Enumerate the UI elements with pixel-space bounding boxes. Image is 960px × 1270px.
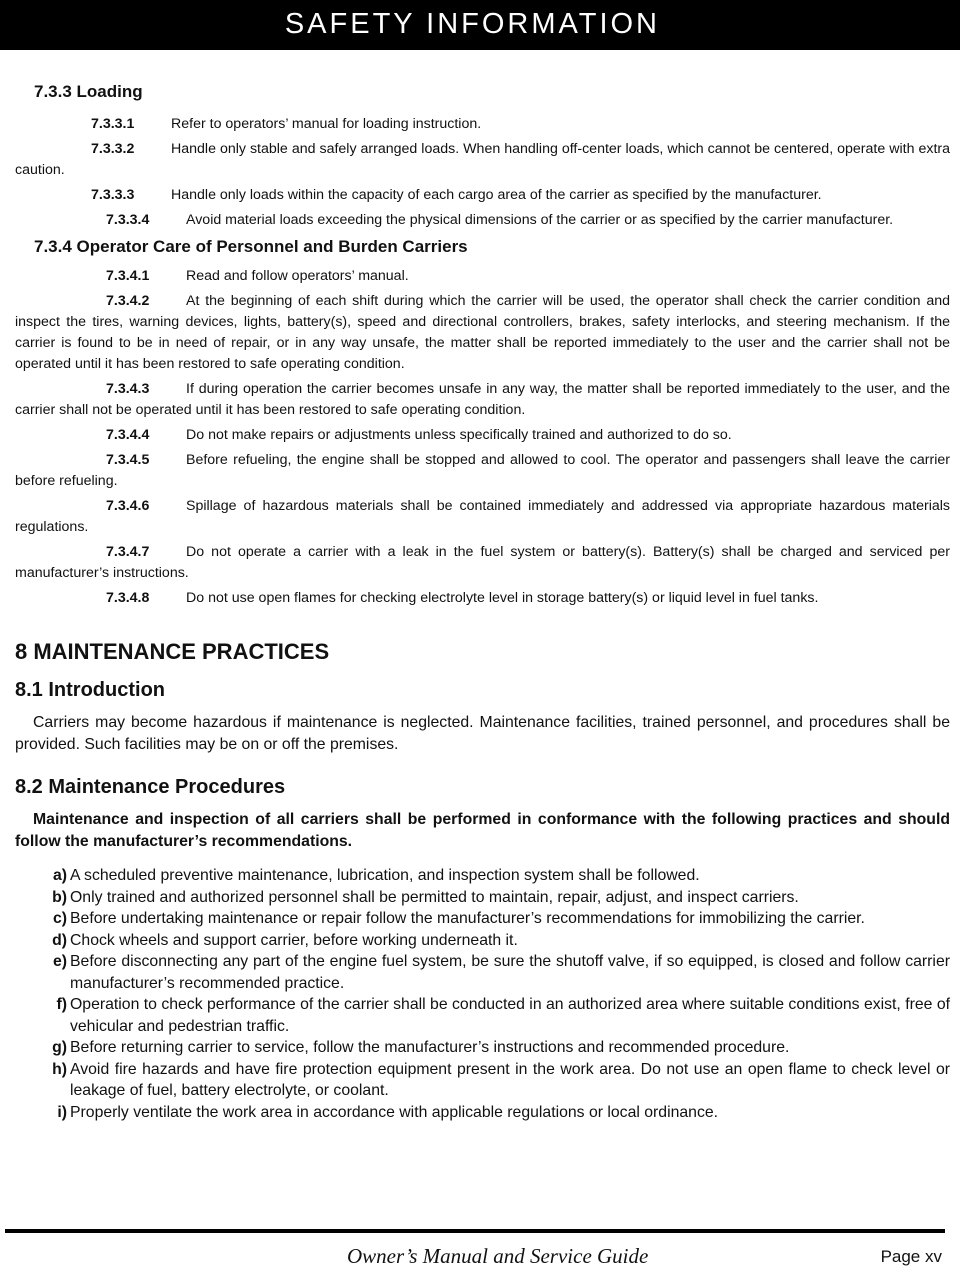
list-item (15, 908, 950, 930)
list-item-letter: b) (52, 888, 67, 906)
clause-number: 7.3.4.3 (106, 381, 150, 397)
clause-7-3-4-8 (15, 588, 950, 609)
list-item-text: Operation to check performance of the carrier shall be conducted in an authorized area where suitable conditions exist, free of vehicular and pedestrian traffic. (70, 996, 950, 1035)
procedures-list (15, 865, 950, 1123)
clause-text: Spillage of hazardous materials shall be contained immediately and addressed via appropriate hazardous materials regulations. (15, 498, 950, 535)
list-item (15, 1037, 950, 1059)
clause-number: 7.3.3.3 (91, 187, 135, 203)
clause-7-3-4-1 (15, 266, 950, 287)
list-item-letter: a) (52, 867, 67, 884)
list-item-text: Before undertaking maintenance or repair follow the manufacturer’s recommendations for immobilizing the carrier. (70, 910, 865, 927)
clause-7-3-4-7 (15, 542, 950, 584)
footer-page-number: Page xv (880, 1247, 942, 1266)
list-item-text: Chock wheels and support carrier, before working underneath it. (70, 931, 518, 949)
list-item-letter: c) (52, 910, 67, 927)
clause-number: 7.3.4.6 (106, 498, 150, 514)
clause-number: 7.3.4.7 (106, 544, 150, 560)
section-heading-7-3-4: 7.3.4 Operator Care of Personnel and Burden Carriers (34, 237, 468, 256)
clause-7-3-3-4 (15, 210, 950, 231)
procedures-intro-paragraph: Maintenance and inspection of all carriers shall be performed in conformance with the following practices and should follow the manufacturer’s recommendations. (15, 811, 950, 850)
list-item-text: Before disconnecting any part of the engine fuel system, be sure the shutoff valve, if so equipped, is closed and follow carrier manufacturer’s recommended practice. (70, 953, 950, 992)
clause-number: 7.3.3.2 (91, 141, 135, 157)
clause-number: 7.3.4.1 (106, 268, 150, 284)
list-item-letter: i) (57, 1103, 67, 1121)
list-item (15, 1059, 950, 1102)
clause-number: 7.3.4.4 (106, 427, 150, 443)
document-body (15, 82, 950, 1123)
section-heading-7-3-3: 7.3.3 Loading (34, 82, 143, 101)
list-item-letter: f) (56, 996, 67, 1013)
list-item-letter: h) (52, 1060, 67, 1078)
footer-divider (5, 1229, 945, 1233)
clause-7-3-3-1 (15, 114, 950, 135)
clause-number: 7.3.4.5 (106, 452, 150, 468)
clause-number: 7.3.3.1 (91, 116, 135, 132)
list-item-text: Only trained and authorized personnel shall be permitted to maintain, repair, adjust, and inspect carriers. (70, 888, 799, 906)
clause-text: At the beginning of each shift during which the carrier will be used, the operator shall check the carrier condition and inspect the tires, warning devices, lights, battery(s), speed and directional controllers, brakes, safety interlocks, and steering mechanism. If the carrier is found to be in need of repair, or in any way unsafe, the matter shall be reported immediately to the user and the carrier shall not be operated until it has been restored to safe operating condition. (15, 293, 950, 372)
clause-7-3-3-3 (15, 185, 950, 206)
list-item (15, 865, 950, 887)
list-item-letter: d) (52, 931, 67, 949)
clause-7-3-4-5 (15, 450, 950, 492)
list-item-text: Properly ventilate the work area in accordance with applicable regulations or local ordinance. (70, 1103, 719, 1121)
clause-number: 7.3.4.2 (106, 293, 150, 309)
list-item (15, 930, 950, 952)
clause-7-3-4-4 (15, 425, 950, 446)
clause-text: Do not make repairs or adjustments unless specifically trained and authorized to do so. (186, 427, 732, 443)
list-item (15, 994, 950, 1037)
clause-7-3-3-2 (15, 139, 950, 181)
clause-7-3-4-2 (15, 291, 950, 375)
list-item (15, 887, 950, 909)
clause-text: Before refueling, the engine shall be stopped and allowed to cool. The operator and passengers shall leave the carrier before refueling. (15, 452, 950, 489)
clause-number: 7.3.4.8 (106, 590, 150, 606)
list-item-letter: e) (52, 953, 67, 970)
clause-7-3-4-3 (15, 379, 950, 421)
clause-text: Handle only loads within the capacity of each cargo area of the carrier as specified by the manufacturer. (171, 187, 822, 203)
list-item-letter: g) (52, 1039, 67, 1056)
list-item (15, 951, 950, 994)
list-item-text: A scheduled preventive maintenance, lubrication, and inspection system shall be followed. (70, 867, 700, 884)
chapter-heading-8: 8 MAINTENANCE PRACTICES (15, 639, 330, 664)
introduction-paragraph: Carriers may become hazardous if maintenance is neglected. Maintenance facilities, trained personnel, and procedures shall be provided. Such facilities may be on or off the premises. (15, 714, 950, 753)
clause-text: Do not use open flames for checking electrolyte level in storage battery(s) or liquid level in fuel tanks. (186, 590, 819, 606)
section-heading-8-1: 8.1 Introduction (15, 679, 165, 701)
clause-text: Read and follow operators’ manual. (186, 268, 409, 284)
list-item-text: Before returning carrier to service, follow the manufacturer’s instructions and recommended procedure. (70, 1039, 790, 1056)
clause-text: Handle only stable and safely arranged loads. When handling off-center loads, which cannot be centered, operate with extra caution. (15, 141, 950, 178)
clause-7-3-4-6 (15, 496, 950, 538)
section-heading-8-2: 8.2 Maintenance Procedures (15, 776, 286, 798)
clause-text: Do not operate a carrier with a leak in the fuel system or battery(s). Battery(s) shall be charged and serviced per manufacturer’s instructions. (15, 544, 950, 581)
list-item (15, 1102, 950, 1124)
clause-text: Avoid material loads exceeding the physical dimensions of the carrier or as specified by the carrier manufacturer. (186, 212, 894, 228)
header-bar (0, 0, 960, 50)
clause-text: If during operation the carrier becomes unsafe in any way, the matter shall be reported immediately to the user, and the carrier shall not be operated until it has been restored to safe operating condition. (15, 381, 950, 418)
footer-guide-title: Owner’s Manual and Service Guide (347, 1244, 649, 1268)
clause-text: Refer to operators’ manual for loading instruction. (171, 116, 482, 132)
clause-number: 7.3.3.4 (106, 212, 150, 228)
page-header-title: SAFETY INFORMATION (284, 8, 660, 40)
list-item-text: Avoid fire hazards and have fire protection equipment present in the work area. Do not use an open flame to check level or leakage of fuel, battery electrolyte, or coolant. (70, 1060, 950, 1099)
